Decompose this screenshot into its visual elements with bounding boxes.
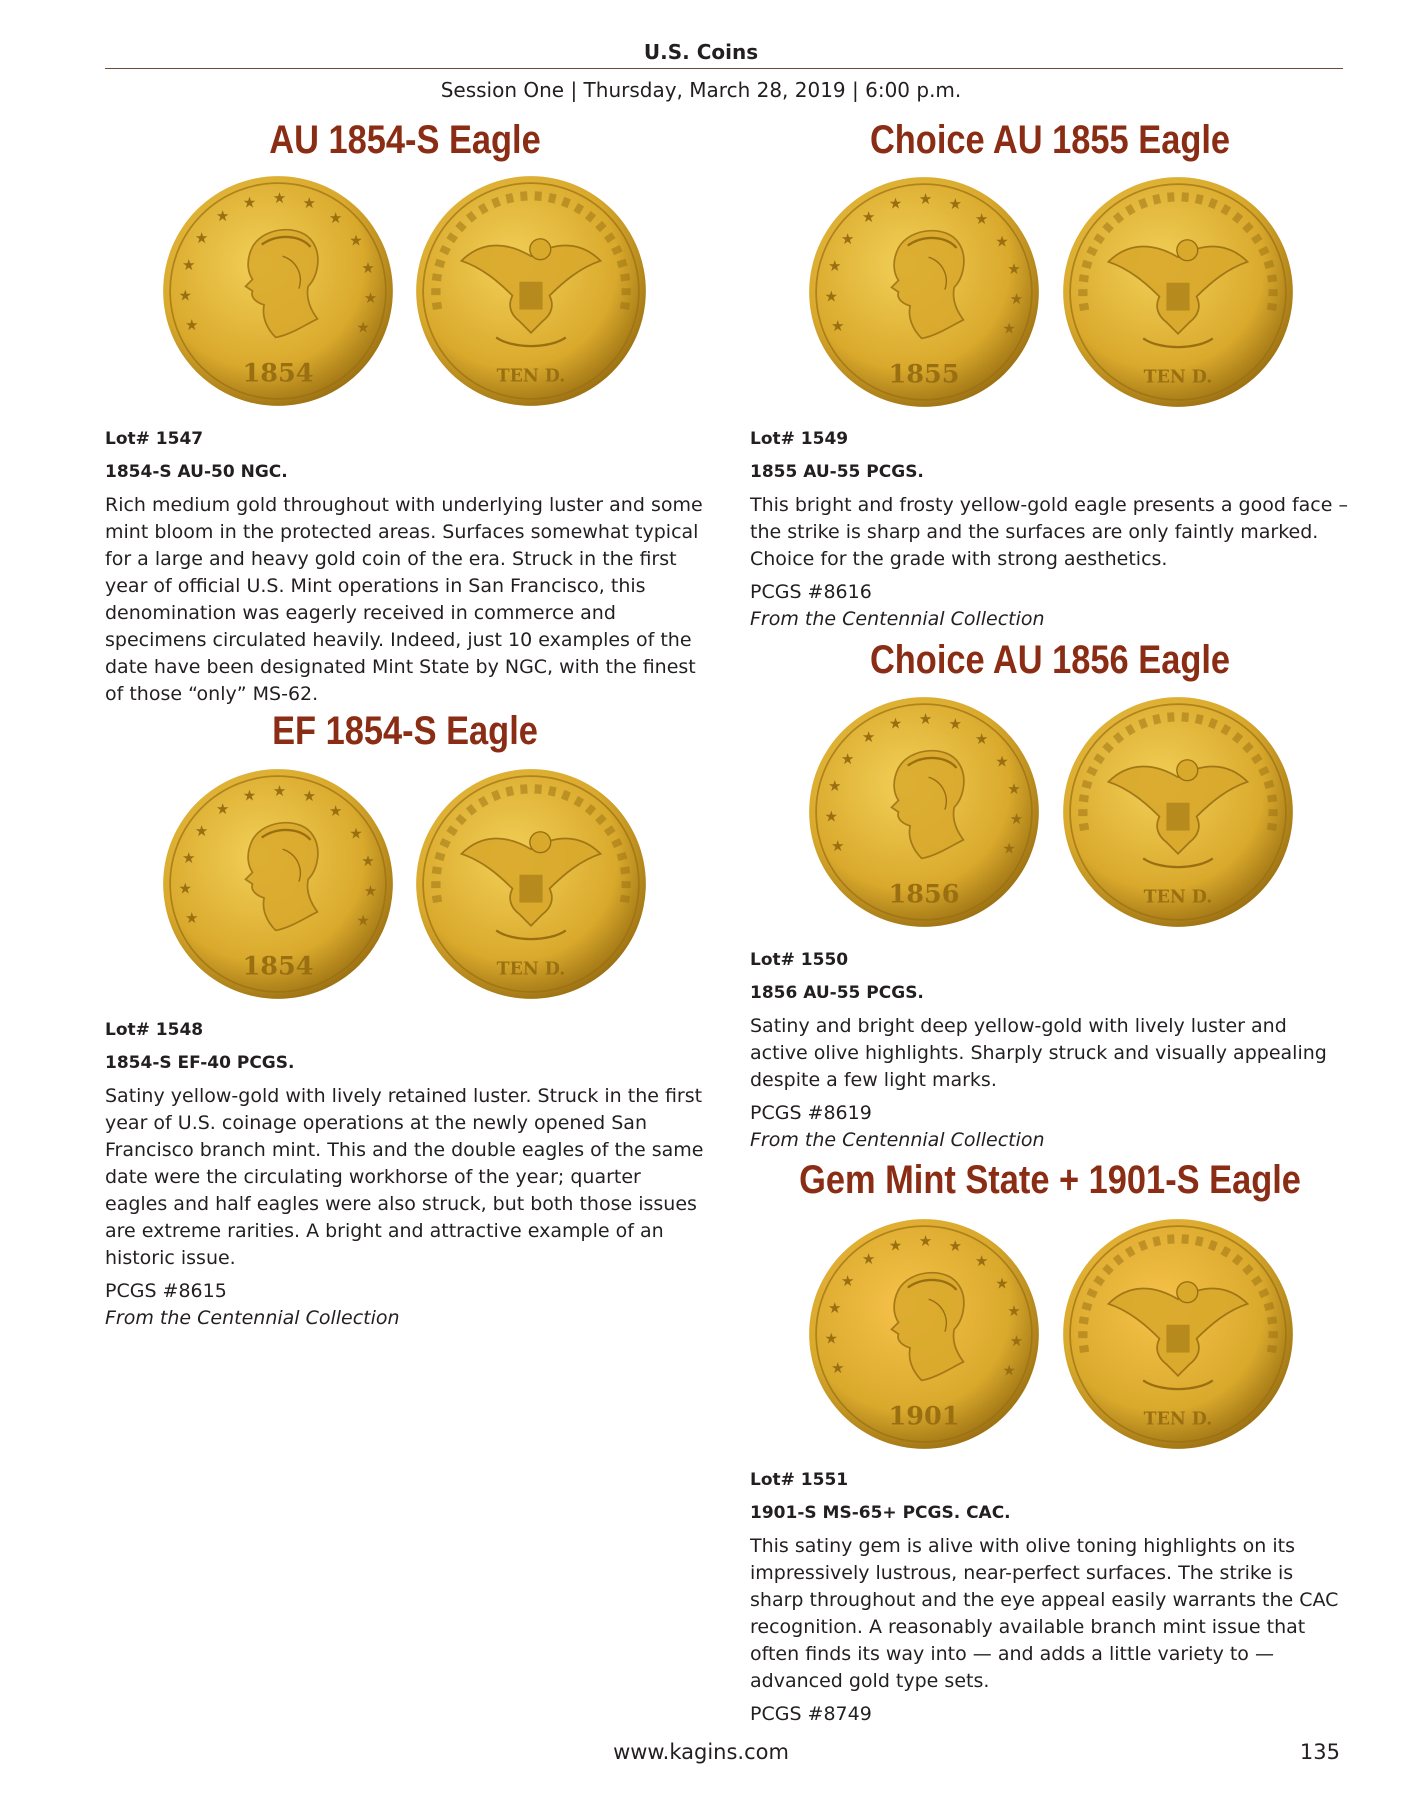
- svg-text:★: ★: [948, 715, 962, 734]
- svg-text:★: ★: [215, 800, 230, 819]
- svg-text:★: ★: [194, 228, 209, 247]
- svg-text:TEN D.: TEN D.: [1143, 887, 1213, 908]
- svg-text:★: ★: [272, 188, 287, 207]
- svg-text:TEN D.: TEN D.: [496, 959, 566, 980]
- svg-text:★: ★: [824, 287, 839, 306]
- svg-text:TEN D.: TEN D.: [1143, 1409, 1213, 1430]
- svg-text:★: ★: [302, 194, 316, 213]
- svg-text:★: ★: [356, 318, 370, 337]
- svg-text:★: ★: [361, 259, 375, 278]
- svg-text:★: ★: [974, 729, 989, 748]
- svg-text:★: ★: [349, 824, 363, 843]
- coin-obverse-1548: [162, 768, 394, 1000]
- coin-reverse-1551: [1062, 1218, 1294, 1450]
- lot-heading-1548: EF 1854-S Eagle: [272, 709, 538, 753]
- svg-text:★: ★: [888, 194, 903, 213]
- svg-text:★: ★: [830, 316, 845, 335]
- svg-text:★: ★: [824, 1329, 839, 1348]
- svg-text:★: ★: [840, 229, 855, 248]
- lot-description: Satiny yellow-gold with lively retained luster. Struck in the first year of U.S. coinage operations at the newly opened San Francisco branch mint. This and the double eagles of the same date were the circulating workhorse of the year; quarter eagles and half eagles were also struck, but both those issues are extreme rarities. A bright and attractive example of an historic issue.: [105, 1085, 704, 1269]
- lot-1548: [105, 1017, 705, 1332]
- svg-text:1901: 1901: [888, 1401, 960, 1432]
- lot-1547: [105, 426, 705, 714]
- svg-text:★: ★: [918, 1231, 933, 1250]
- lot-description: This satiny gem is alive with olive toning highlights on its impressively lustrous, near-perfect surfaces. The strike is sharp throughout and the eye appeal easily warrants the CAC recognition. A reasonably available branch mint issue that often finds its way into — and adds a little variety to — advanced gold type sets.: [750, 1535, 1339, 1692]
- svg-text:★: ★: [827, 1299, 842, 1318]
- svg-text:★: ★: [178, 879, 193, 898]
- pcgs-number: PCGS #8749: [750, 1703, 872, 1725]
- lot-grade: 1854-S EF-40 PCGS.: [105, 1053, 295, 1073]
- lot-description: This bright and frosty yellow-gold eagle presents a good face – the strike is sharp and the surfaces are only faintly marked. Choice for the grade with strong aesthetics.: [750, 494, 1348, 570]
- lot-grade: 1855 AU-55 PCGS.: [750, 462, 924, 482]
- coin-obverse-1550: [808, 696, 1040, 928]
- svg-text:★: ★: [242, 786, 257, 805]
- svg-text:★: ★: [918, 709, 933, 728]
- svg-text:★: ★: [840, 749, 855, 768]
- pcgs-number: PCGS #8616: [750, 581, 872, 603]
- svg-text:★: ★: [995, 1274, 1009, 1293]
- coin-obverse-1551: [808, 1218, 1040, 1450]
- svg-text:★: ★: [242, 193, 257, 212]
- svg-text:★: ★: [995, 752, 1009, 771]
- lot-1551: [750, 1467, 1350, 1728]
- svg-text:1854: 1854: [242, 951, 314, 982]
- svg-text:★: ★: [361, 852, 375, 871]
- svg-text:★: ★: [328, 801, 343, 820]
- pcgs-number: PCGS #8619: [750, 1102, 872, 1124]
- lot-number: Lot# 1549: [750, 429, 849, 449]
- svg-text:★: ★: [827, 777, 842, 796]
- svg-text:★: ★: [830, 836, 845, 855]
- coin-obverse-1547: [162, 175, 394, 407]
- svg-text:★: ★: [1009, 1332, 1024, 1351]
- svg-text:★: ★: [363, 882, 378, 901]
- lot-grade: 1856 AU-55 PCGS.: [750, 983, 924, 1003]
- coin-reverse-1550: [1062, 696, 1294, 928]
- svg-text:1854: 1854: [242, 358, 314, 389]
- svg-text:1856: 1856: [888, 879, 960, 910]
- svg-text:★: ★: [184, 908, 199, 927]
- svg-text:★: ★: [1002, 319, 1016, 338]
- coin-obverse-1549: [808, 176, 1040, 408]
- svg-text:★: ★: [974, 209, 989, 228]
- svg-text:★: ★: [888, 714, 903, 733]
- svg-text:★: ★: [861, 1250, 876, 1269]
- lot-number: Lot# 1551: [750, 1470, 849, 1490]
- session-info: Session One | Thursday, March 28, 2019 | 6:00 p.m.: [440, 78, 962, 102]
- lot-heading-1549: Choice AU 1855 Eagle: [869, 118, 1231, 162]
- lot-description: Rich medium gold throughout with underlying luster and some mint bloom in the protected areas. Surfaces somewhat typical for a large and heavy gold coin of the era. Struck in the first year of official U.S. Mint operations in San Francisco, this denomination was eagerly received in commerce and specimens circulated heavily. Indeed, just 10 examples of the date have been designated Mint State by NGC, with the finest of those “only” MS-62.: [105, 494, 703, 705]
- svg-text:★: ★: [272, 781, 287, 800]
- coin-reverse-1549: [1062, 176, 1294, 408]
- svg-text:★: ★: [1007, 260, 1021, 279]
- svg-text:★: ★: [1002, 1361, 1016, 1380]
- svg-text:★: ★: [830, 1358, 845, 1377]
- lot-1550: [750, 947, 1350, 1154]
- pcgs-number: PCGS #8615: [105, 1280, 227, 1302]
- svg-text:★: ★: [184, 315, 199, 334]
- lot-grade: 1854-S AU-50 NGC.: [105, 462, 288, 482]
- svg-text:★: ★: [995, 232, 1009, 251]
- svg-text:★: ★: [861, 208, 876, 227]
- lot-number: Lot# 1547: [105, 429, 204, 449]
- svg-text:★: ★: [1007, 780, 1021, 799]
- lot-heading-1550: Choice AU 1856 Eagle: [869, 638, 1231, 682]
- provenance: From the Centennial Collection: [105, 1307, 400, 1329]
- svg-text:★: ★: [215, 207, 230, 226]
- svg-text:★: ★: [1002, 839, 1016, 858]
- svg-text:TEN D.: TEN D.: [496, 366, 566, 387]
- svg-text:★: ★: [861, 728, 876, 747]
- lot-number: Lot# 1548: [105, 1020, 204, 1040]
- svg-text:★: ★: [1009, 290, 1024, 309]
- svg-text:★: ★: [827, 257, 842, 276]
- provenance: From the Centennial Collection: [750, 1129, 1045, 1151]
- svg-text:★: ★: [356, 911, 370, 930]
- svg-text:★: ★: [840, 1271, 855, 1290]
- svg-text:★: ★: [363, 289, 378, 308]
- svg-text:★: ★: [349, 231, 363, 250]
- header-title: U.S. Coins: [643, 40, 759, 64]
- svg-text:★: ★: [918, 189, 933, 208]
- svg-text:★: ★: [181, 256, 196, 275]
- svg-text:★: ★: [824, 807, 839, 826]
- svg-text:★: ★: [888, 1236, 903, 1255]
- header-rule: [105, 68, 1343, 69]
- lot-description: Satiny and bright deep yellow-gold with lively luster and active olive highlights. Sharply struck and visually appealing despite a few light marks.: [750, 1015, 1327, 1091]
- page-number: 135: [1299, 1740, 1340, 1764]
- svg-text:★: ★: [948, 195, 962, 214]
- svg-text:★: ★: [302, 787, 316, 806]
- svg-text:★: ★: [178, 286, 193, 305]
- footer-url[interactable]: www.kagins.com: [613, 1740, 789, 1764]
- svg-text:★: ★: [1009, 810, 1024, 829]
- svg-text:★: ★: [181, 849, 196, 868]
- lot-grade: 1901-S MS-65+ PCGS. CAC.: [750, 1503, 1011, 1523]
- svg-text:★: ★: [974, 1251, 989, 1270]
- svg-text:TEN D.: TEN D.: [1143, 367, 1213, 388]
- svg-text:★: ★: [328, 208, 343, 227]
- lot-heading-1551: Gem Mint State + 1901-S Eagle: [799, 1158, 1301, 1202]
- svg-text:★: ★: [194, 821, 209, 840]
- coin-reverse-1547: [415, 175, 647, 407]
- lot-1549: [750, 426, 1350, 633]
- svg-text:★: ★: [1007, 1302, 1021, 1321]
- lot-number: Lot# 1550: [750, 950, 849, 970]
- provenance: From the Centennial Collection: [750, 608, 1045, 630]
- lot-heading-1547: AU 1854-S Eagle: [269, 118, 541, 162]
- coin-reverse-1548: [415, 768, 647, 1000]
- svg-text:1855: 1855: [888, 359, 960, 390]
- svg-text:★: ★: [948, 1237, 962, 1256]
